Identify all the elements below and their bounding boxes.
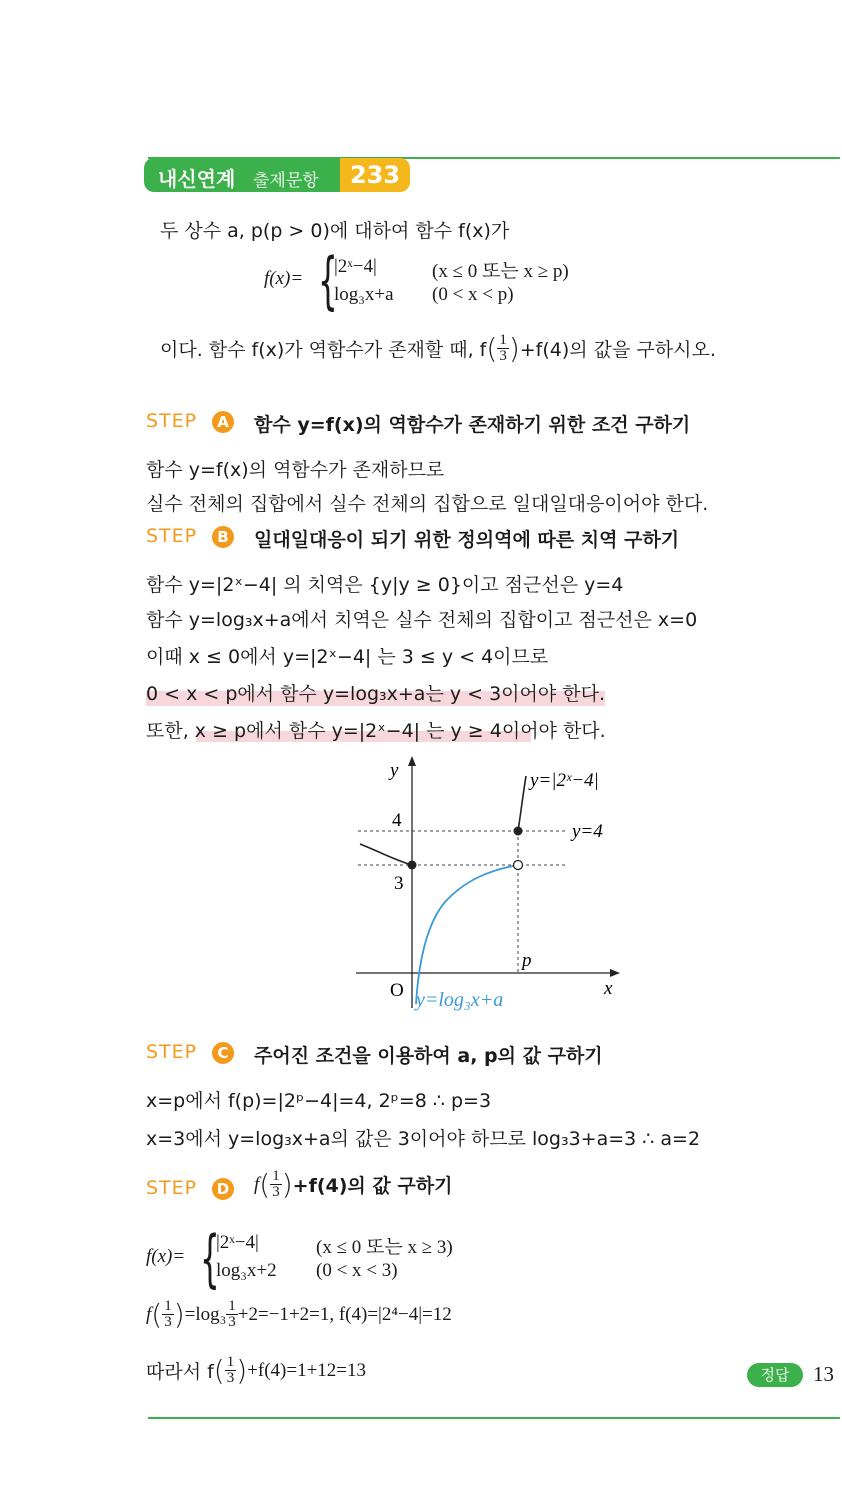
step-d-def-lhs: f(x)= [146, 1246, 186, 1267]
step-b-line-3: 이때 x ≤ 0에서 y=|2ˣ−4| 는 3 ≤ y < 4이므로 [146, 646, 549, 668]
problem-frac-num: 1 [499, 332, 507, 348]
step-d-calc-line: f ( $\frac{1}{3}$ ) =log₃ $\frac{1}{3}$ +2=−1+2=1, f(4)=|2⁴−4|=12 [146, 1298, 452, 1331]
step-b-letter: B [212, 526, 234, 548]
step-d-calc-frac-num: 1 [164, 1298, 172, 1314]
step-d-label: STEP [146, 1177, 198, 1199]
step-d-calc-frac2-num: 1 [228, 1298, 236, 1314]
step-b-label: STEP [146, 525, 198, 547]
step-d-calc-fraction-2 [226, 1299, 238, 1330]
step-b-title: 일대일대응이 되기 위한 정의역에 따른 치역 구하기 [254, 529, 680, 551]
step-d-calc-frac-den: 3 [164, 1314, 172, 1330]
step-d-calc-f: f [146, 1303, 152, 1325]
step-d-case2-expr: log₃x+2 [216, 1260, 277, 1281]
step-d-title-fraction [270, 1169, 282, 1200]
step-c-label: STEP [146, 1041, 198, 1063]
step-d-brace: { [200, 1222, 220, 1295]
tick-p-label: p [522, 950, 532, 971]
point-p-3-open [514, 861, 523, 870]
answer-badge: 정답 [747, 1363, 803, 1387]
step-c-letter: C [212, 1042, 234, 1064]
step-a-letter: A [212, 411, 234, 433]
step-b-line-1: 함수 y=|2ˣ−4| 의 치역은 {y|y ≥ 0}이고 점근선은 y=4 [146, 574, 624, 596]
step-a-label: STEP [146, 410, 198, 432]
step-a-title: 함수 y=f(x)의 역함수가 존재하기 위한 조건 구하기 [254, 414, 691, 436]
problem-case1-cond: (x ≤ 0 또는 x ≥ p) [432, 261, 569, 282]
label-log-curve: y=log₃x+a [416, 989, 504, 1011]
step-b-line-2: 함수 y=log₃x+a에서 치역은 실수 전체의 집합이고 점근선은 x=0 [146, 609, 698, 631]
problem-brace: { [318, 244, 338, 317]
problem-def-lhs: f(x)= [264, 268, 304, 289]
step-d-final-frac-den: 3 [226, 1370, 235, 1386]
function-graph [350, 752, 640, 1022]
problem-frac-den: 3 [499, 348, 507, 364]
problem-case2-expr: log₃x+a [334, 284, 394, 305]
x-axis-arrow-icon [610, 969, 620, 977]
header-title: 내신연계 [158, 167, 236, 191]
footer-rule [148, 1417, 840, 1419]
origin-label: O [390, 980, 404, 1001]
point-0-3 [408, 861, 417, 870]
label-asymptote: y=4 [572, 821, 603, 842]
problem-line3-a: 이다. 함수 f(x)가 역함수가 존재할 때, f [160, 339, 487, 361]
step-d-title: f ( $\frac{1}{3}$ ) +f(4)의 값 구하기 [254, 1168, 453, 1201]
step-d-final-b: +f(4)=1+12=13 [247, 1359, 367, 1381]
step-b-line-5 [146, 716, 606, 743]
step-d-case2-cond: (0 < x < 3) [316, 1260, 398, 1281]
step-b-line-5-text: 또한, x ≥ p에서 함수 y=|2ˣ−4| 는 y ≥ 4이어야 한다. [146, 720, 606, 742]
step-d-final-line: 따라서 f ( $\frac{1}{3}$ ) +f(4)=1+12=13 [146, 1354, 367, 1387]
problem-case1-expr: |2ˣ−4| [334, 256, 377, 277]
problem-fraction [497, 333, 509, 364]
step-d-calc-frac2-den: 3 [228, 1314, 236, 1330]
step-d-letter: D [212, 1178, 234, 1200]
step-c-line-1: x=p에서 f(p)=|2ᵖ−4|=4, 2ᵖ=8 ∴ p=3 [146, 1090, 492, 1112]
step-d-title-frac-num: 1 [272, 1168, 280, 1184]
step-c-line-2: x=3에서 y=log₃x+a의 값은 3이어야 하므로 log₃3+a=3 ∴ a=2 [146, 1128, 701, 1150]
problem-line3-b: +f(4)의 값을 구하시오. [519, 339, 716, 361]
answer-value: 13 [813, 1362, 834, 1386]
step-d-calc-log: =log₃ [184, 1303, 227, 1325]
step-a-line-1: 함수 y=f(x)의 역함수가 존재하므로 [146, 459, 445, 481]
problem-line-1: 두 상수 a, p(p > 0)에 대하여 함수 f(x)가 [160, 220, 510, 242]
label-upper-curve: y=|2ˣ−4| [530, 770, 599, 791]
step-b-line-4: 0 < x < p에서 함수 y=log₃x+a는 y < 3이어야 한다. [146, 679, 605, 706]
step-d-title-rest: +f(4)의 값 구하기 [292, 1175, 453, 1197]
problem-number: 233 [340, 158, 410, 192]
problem-line-3: 이다. 함수 f(x)가 역함수가 존재할 때, f ( $\frac{1}{3}$ ) +f(4)의 값을 구하시오. [160, 332, 716, 365]
step-d-case1-cond: (x ≤ 0 또는 x ≥ 3) [316, 1237, 453, 1258]
step-d-case1-expr: |2ˣ−4| [216, 1232, 259, 1253]
y-axis-label: y [390, 760, 399, 781]
curve-right-piece [518, 776, 526, 831]
tick-4-label: 4 [392, 810, 402, 831]
point-p-4 [514, 827, 523, 836]
step-c-title: 주어진 조건을 이용하여 a, p의 값 구하기 [254, 1045, 603, 1067]
curve-log [416, 865, 518, 1004]
step-d-calc-fraction [162, 1299, 174, 1330]
curve-left-piece [360, 844, 412, 865]
x-axis-label: x [604, 978, 613, 999]
header-subtitle: 출제문항 [253, 171, 319, 191]
tick-3-label: 3 [394, 873, 404, 894]
step-d-title-frac-den: 3 [272, 1184, 280, 1200]
y-axis-arrow-icon [408, 756, 416, 766]
problem-case2-cond: (0 < x < p) [432, 284, 514, 305]
step-a-line-2: 실수 전체의 집합에서 실수 전체의 집합으로 일대일대응이어야 한다. [146, 493, 709, 515]
step-d-title-f: f [254, 1173, 260, 1195]
step-d-calc-rest: +2=−1+2=1, f(4)=|2⁴−4|=12 [237, 1303, 452, 1325]
step-d-final-fraction [225, 1355, 237, 1386]
step-d-final-frac-num: 1 [226, 1354, 235, 1370]
step-d-final-a: 따라서 f [146, 1361, 214, 1383]
